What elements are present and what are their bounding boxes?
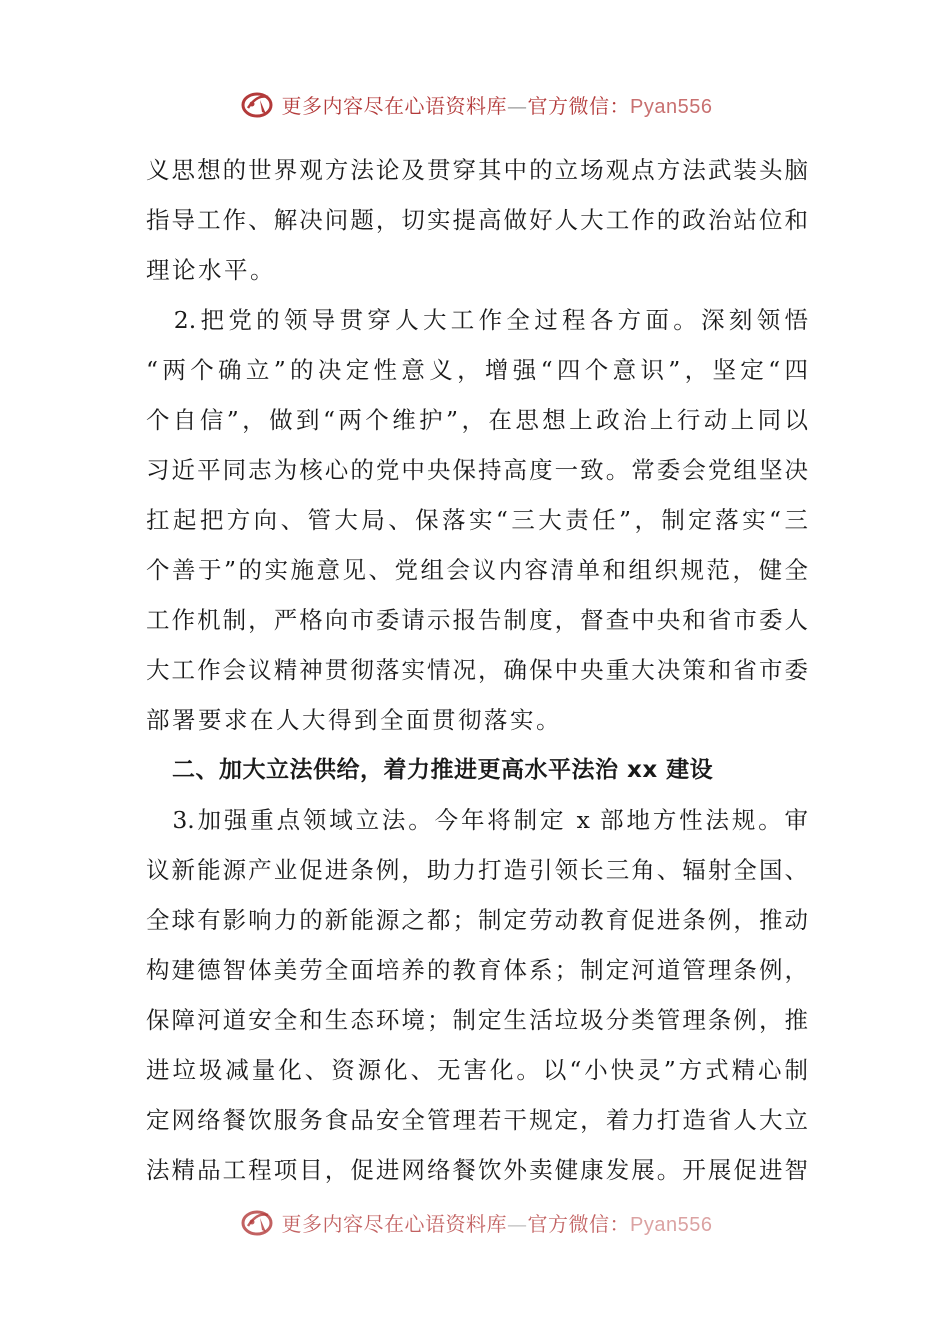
section-heading: 二、加大立法供给，着力推进更高水平法治 xx 建设	[172, 757, 714, 783]
header-banner	[0, 84, 950, 124]
text-line: 个善于”的实施意见、党组会议内容清单和组织规范，健全	[146, 556, 808, 584]
footer-banner	[0, 1202, 950, 1242]
text-line: 习近平同志为核心的党中央保持高度一致。常委会党组坚决	[146, 456, 808, 484]
text-line: “两个确立”的决定性意义，增强“四个意识”，坚定“四	[146, 356, 808, 384]
wechat-id: Pyan556	[630, 1213, 713, 1236]
brand-logo-icon	[238, 88, 276, 120]
text-line: 法精品工程项目，促进网络餐饮外卖健康发展。开展促进智	[146, 1156, 808, 1184]
paragraph-3-start: 3.加强重点领域立法。今年将制定 x 部地方性法规。审	[146, 806, 808, 834]
header-banner-text: 更多内容尽在心语资料库—官方微信：Pyan556	[281, 93, 713, 118]
text-line: 指导工作、解决问题，切实提高做好人大工作的政治站位和	[146, 206, 808, 234]
text-line: 工作机制，严格向市委请示报告制度，督查中央和省市委人	[146, 606, 808, 634]
text-line: 进垃圾减量化、资源化、无害化。以“小快灵”方式精心制	[146, 1056, 808, 1084]
text-line: 保障河道安全和生态环境；制定生活垃圾分类管理条例，推	[146, 1006, 808, 1034]
text-line: 扛起把方向、管大局、保落实“三大责任”，制定落实“三	[146, 506, 808, 534]
brand-logo-icon	[238, 1206, 276, 1238]
text-line: 个自信”，做到“两个维护”，在思想上政治上行动上同以	[146, 406, 808, 434]
text-line: 定网络餐饮服务食品安全管理若干规定，着力打造省人大立	[146, 1106, 808, 1134]
document-body	[146, 145, 808, 1195]
text-line: 理论水平。	[146, 256, 276, 284]
text-line: 构建德智体美劳全面培养的教育体系；制定河道管理条例，	[146, 956, 808, 984]
paragraph-2-start: 2.把党的领导贯穿人大工作全过程各方面。深刻领悟	[146, 306, 808, 334]
footer-banner-text: 更多内容尽在心语资料库—官方微信：Pyan556	[281, 1211, 713, 1236]
wechat-id: Pyan556	[630, 95, 713, 118]
text-line: 义思想的世界观方法论及贯穿其中的立场观点方法武装头脑	[146, 156, 808, 184]
text-line: 议新能源产业促进条例，助力打造引领长三角、辐射全国、	[146, 856, 808, 884]
text-line: 大工作会议精神贯彻落实情况，确保中央重大决策和省市委	[146, 656, 808, 684]
text-line: 全球有影响力的新能源之都；制定劳动教育促进条例，推动	[146, 906, 808, 934]
text-line: 部署要求在人大得到全面贯彻落实。	[146, 706, 562, 734]
